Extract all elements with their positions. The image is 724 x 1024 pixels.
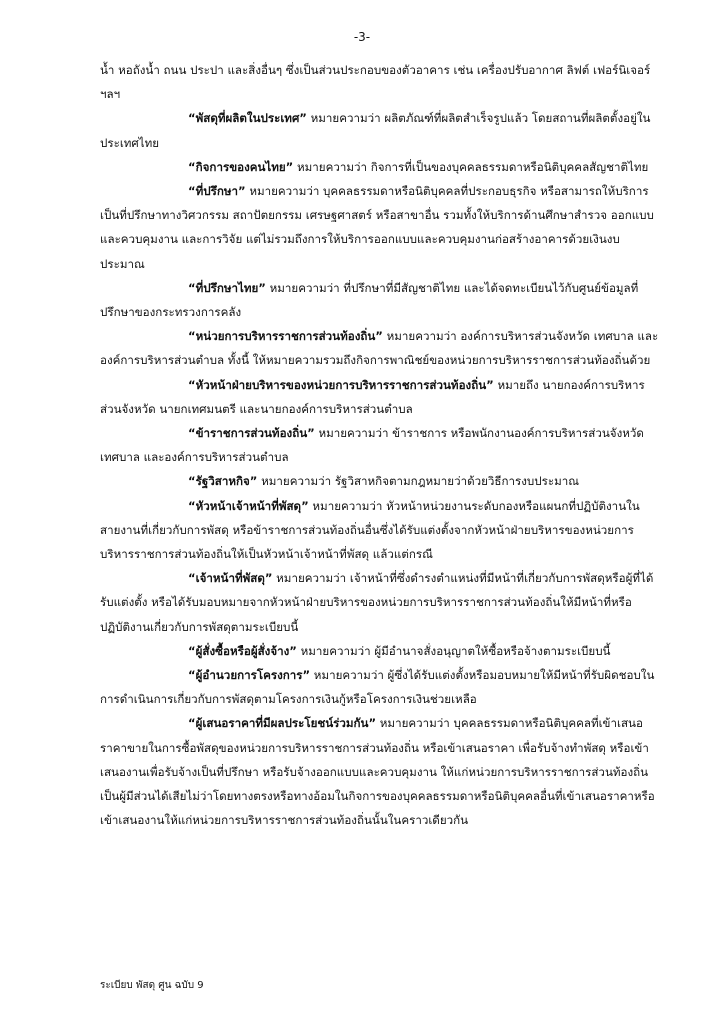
definition-paragraph xyxy=(100,494,660,567)
page-number: -3- xyxy=(353,30,371,44)
definition-paragraph xyxy=(100,276,660,324)
definition-text: หมายความว่า ที่ปรึกษาที่มีสัญชาติไทย และได้จดทะเบียนไว้กับศูนย์ข้อมูลที่ปรึกษาของกระทรวงการคลัง xyxy=(100,280,639,320)
page-footer: ระเบียบ พัสดุ ศูน ฉบับ 9 xyxy=(100,980,204,991)
defined-term: “หน่วยการบริหารราชการส่วนท้องถิ่น” xyxy=(188,329,383,344)
definition-paragraph xyxy=(100,639,660,663)
definition-paragraph xyxy=(100,663,660,711)
document-body xyxy=(100,58,660,833)
definition-paragraph xyxy=(100,324,660,372)
defined-term: “หัวหน้าฝ่ายบริหารของหน่วยการบริหารราชการส่วนท้องถิ่น” xyxy=(188,377,494,392)
definition-text: หมายความว่า บุคคลธรรมดาหรือนิติบุคคลที่เข้าเสนอราคาขายในการซื้อพัสดุของหน่วยการบริหารราชการส่วนท้องถิ่น หรือเข้าเสนอราคา เพื่อรับจ้างทำพัสดุ หรือเข้าเสนองานเพื่อรับจ้างเป็นที่ปรึกษา หรือรับจ้างออกแบบและควบคุมงาน ให้แก่หน่วยการบริหารราชการส่วนท้องถิ่น เป็นผู้มีส่วนได้เสียไม่ว่าโดยทางตรงหรือทางอ้อมในกิจการของบุคคลธรรมดาหรือนิติบุคคลอื่นที่เข้าเสนอราคาหรือเข้าเสนองานให้แก่หน่วยการบริหารราชการส่วนท้องถิ่นนั้นในคราวเดียวกัน xyxy=(100,716,655,828)
defined-term: “ที่ปรึกษา” xyxy=(188,184,246,199)
definition-paragraph xyxy=(100,711,660,832)
definition-text: หมายความว่า รัฐวิสาหกิจตามกฎหมายว่าด้วยวิธีการงบประมาณ xyxy=(257,474,580,489)
definition-text: หมายความว่า ผลิตภัณฑ์ที่ผลิตสำเร็จรูปแล้ว โดยสถานที่ผลิตตั้งอยู่ในประเทศไทย xyxy=(100,111,651,150)
paragraph-text: น้ำ หอถังน้ำ ถนน ประปา และสิ่งอื่นๆ ซึ่งเป็นส่วนประกอบของตัวอาคาร เช่น เครื่องปรับอากาศ ลิฟต์ เฟอร์นิเจอร์ ฯลฯ xyxy=(100,63,651,102)
defined-term: “รัฐวิสาหกิจ” xyxy=(188,474,258,489)
definition-paragraph xyxy=(100,155,660,179)
defined-term: “ผู้เสนอราคาที่มีผลประโยชน์ร่วมกัน” xyxy=(188,716,377,731)
defined-term: “ผู้อำนวยการโครงการ” xyxy=(188,668,311,683)
defined-term: “ข้าราชการส่วนท้องถิ่น” xyxy=(188,426,315,441)
definition-text: หมายความว่า ผู้ซึ่งได้รับแต่งตั้งหรือมอบหมายให้มีหน้าที่รับผิดชอบในการดำเนินการเกี่ยวกับการพัสดุตามโครงการเงินกู้หรือโครงการเงินช่วยเหลือ xyxy=(100,668,655,707)
definition-text: หมายความว่า ข้าราชการ หรือพนักงานองค์การบริหารส่วนจังหวัด เทศบาล และองค์การบริหารส่วนตำบล xyxy=(100,426,644,465)
definition-paragraph xyxy=(100,179,660,276)
definition-paragraph xyxy=(100,566,660,639)
definition-text: หมายความว่า บุคคลธรรมดาหรือนิติบุคคลที่ประกอบธุรกิจ หรือสามารถให้บริการเป็นที่ปรึกษาทางวิศวกรรม สถาปัตยกรรม เศรษฐศาสตร์ หรือสาขาอื่น รวมทั้งให้บริการด้านศึกษาสำรวจ ออกแบบและควบคุมงาน และการวิจัย แต่ไม่รวมถึงการให้บริการออกแบบและควบคุมงานก่อสร้างอาคารด้วยเงินงบประมาณ xyxy=(100,184,654,271)
definition-text: หมายถึง นายกองค์การบริหารส่วนจังหวัด นายกเทศมนตรี และนายกองค์การบริหารส่วนตำบล xyxy=(100,377,645,416)
defined-term: “เจ้าหน้าที่พัสดุ” xyxy=(188,571,273,586)
definition-paragraph xyxy=(100,421,660,469)
defined-term: “ผู้สั่งซื้อหรือผู้สั่งจ้าง” xyxy=(188,643,297,658)
defined-term: “พัสดุที่ผลิตในประเทศ” xyxy=(188,111,307,126)
defined-term: “ที่ปรึกษาไทย” xyxy=(188,280,266,295)
definition-text: หมายความว่า หัวหน้าหน่วยงานระดับกองหรือแผนกที่ปฏิบัติงานในสายงานที่เกี่ยวกับการพัสดุ หรือข้าราชการส่วนท้องถิ่นอื่นซึ่งได้รับแต่งตั้งจากหัวหน้าฝ่ายบริหารของหน่วยการบริหารราชการส่วนท้องถิ่นให้เป็นหัวหน้าเจ้าหน้าที่พัสดุ แล้วแต่กรณี xyxy=(100,498,640,562)
defined-term: “หัวหน้าเจ้าหน้าที่พัสดุ” xyxy=(188,498,309,513)
definition-paragraph xyxy=(100,469,660,493)
definition-text: หมายความว่า ผู้มีอำนาจสั่งอนุญาตให้ซื้อหรือจ้างตามระเบียบนี้ xyxy=(296,643,611,658)
definition-paragraph xyxy=(100,106,660,154)
definition-text: หมายความว่า องค์การบริหารส่วนจังหวัด เทศบาล และองค์การบริหารส่วนตำบล ทั้งนี้ ให้หมายความรวมถึงกิจการพาณิชย์ของหน่วยการบริหารราชการส่วนท้องถิ่นด้วย xyxy=(100,329,659,368)
definition-text: หมายความว่า กิจการที่เป็นของบุคคลธรรมดาหรือนิติบุคคลสัญชาติไทย xyxy=(293,159,649,174)
paragraph xyxy=(100,58,660,106)
definition-text: หมายความว่า เจ้าหน้าที่ซึ่งดำรงตำแหน่งที่มีหน้าที่เกี่ยวกับการพัสดุหรือผู้ที่ได้รับแต่งตั้ง หรือได้รับมอบหมายจากหัวหน้าฝ่ายบริหารของหน่วยการบริหารราชการส่วนท้องถิ่นให้มีหน้าที่หรือปฏิบัติงานเกี่ยวกับการพัสดุตามระเบียบนี้ xyxy=(100,571,654,634)
definition-paragraph xyxy=(100,373,660,421)
defined-term: “กิจการของคนไทย” xyxy=(188,159,294,174)
